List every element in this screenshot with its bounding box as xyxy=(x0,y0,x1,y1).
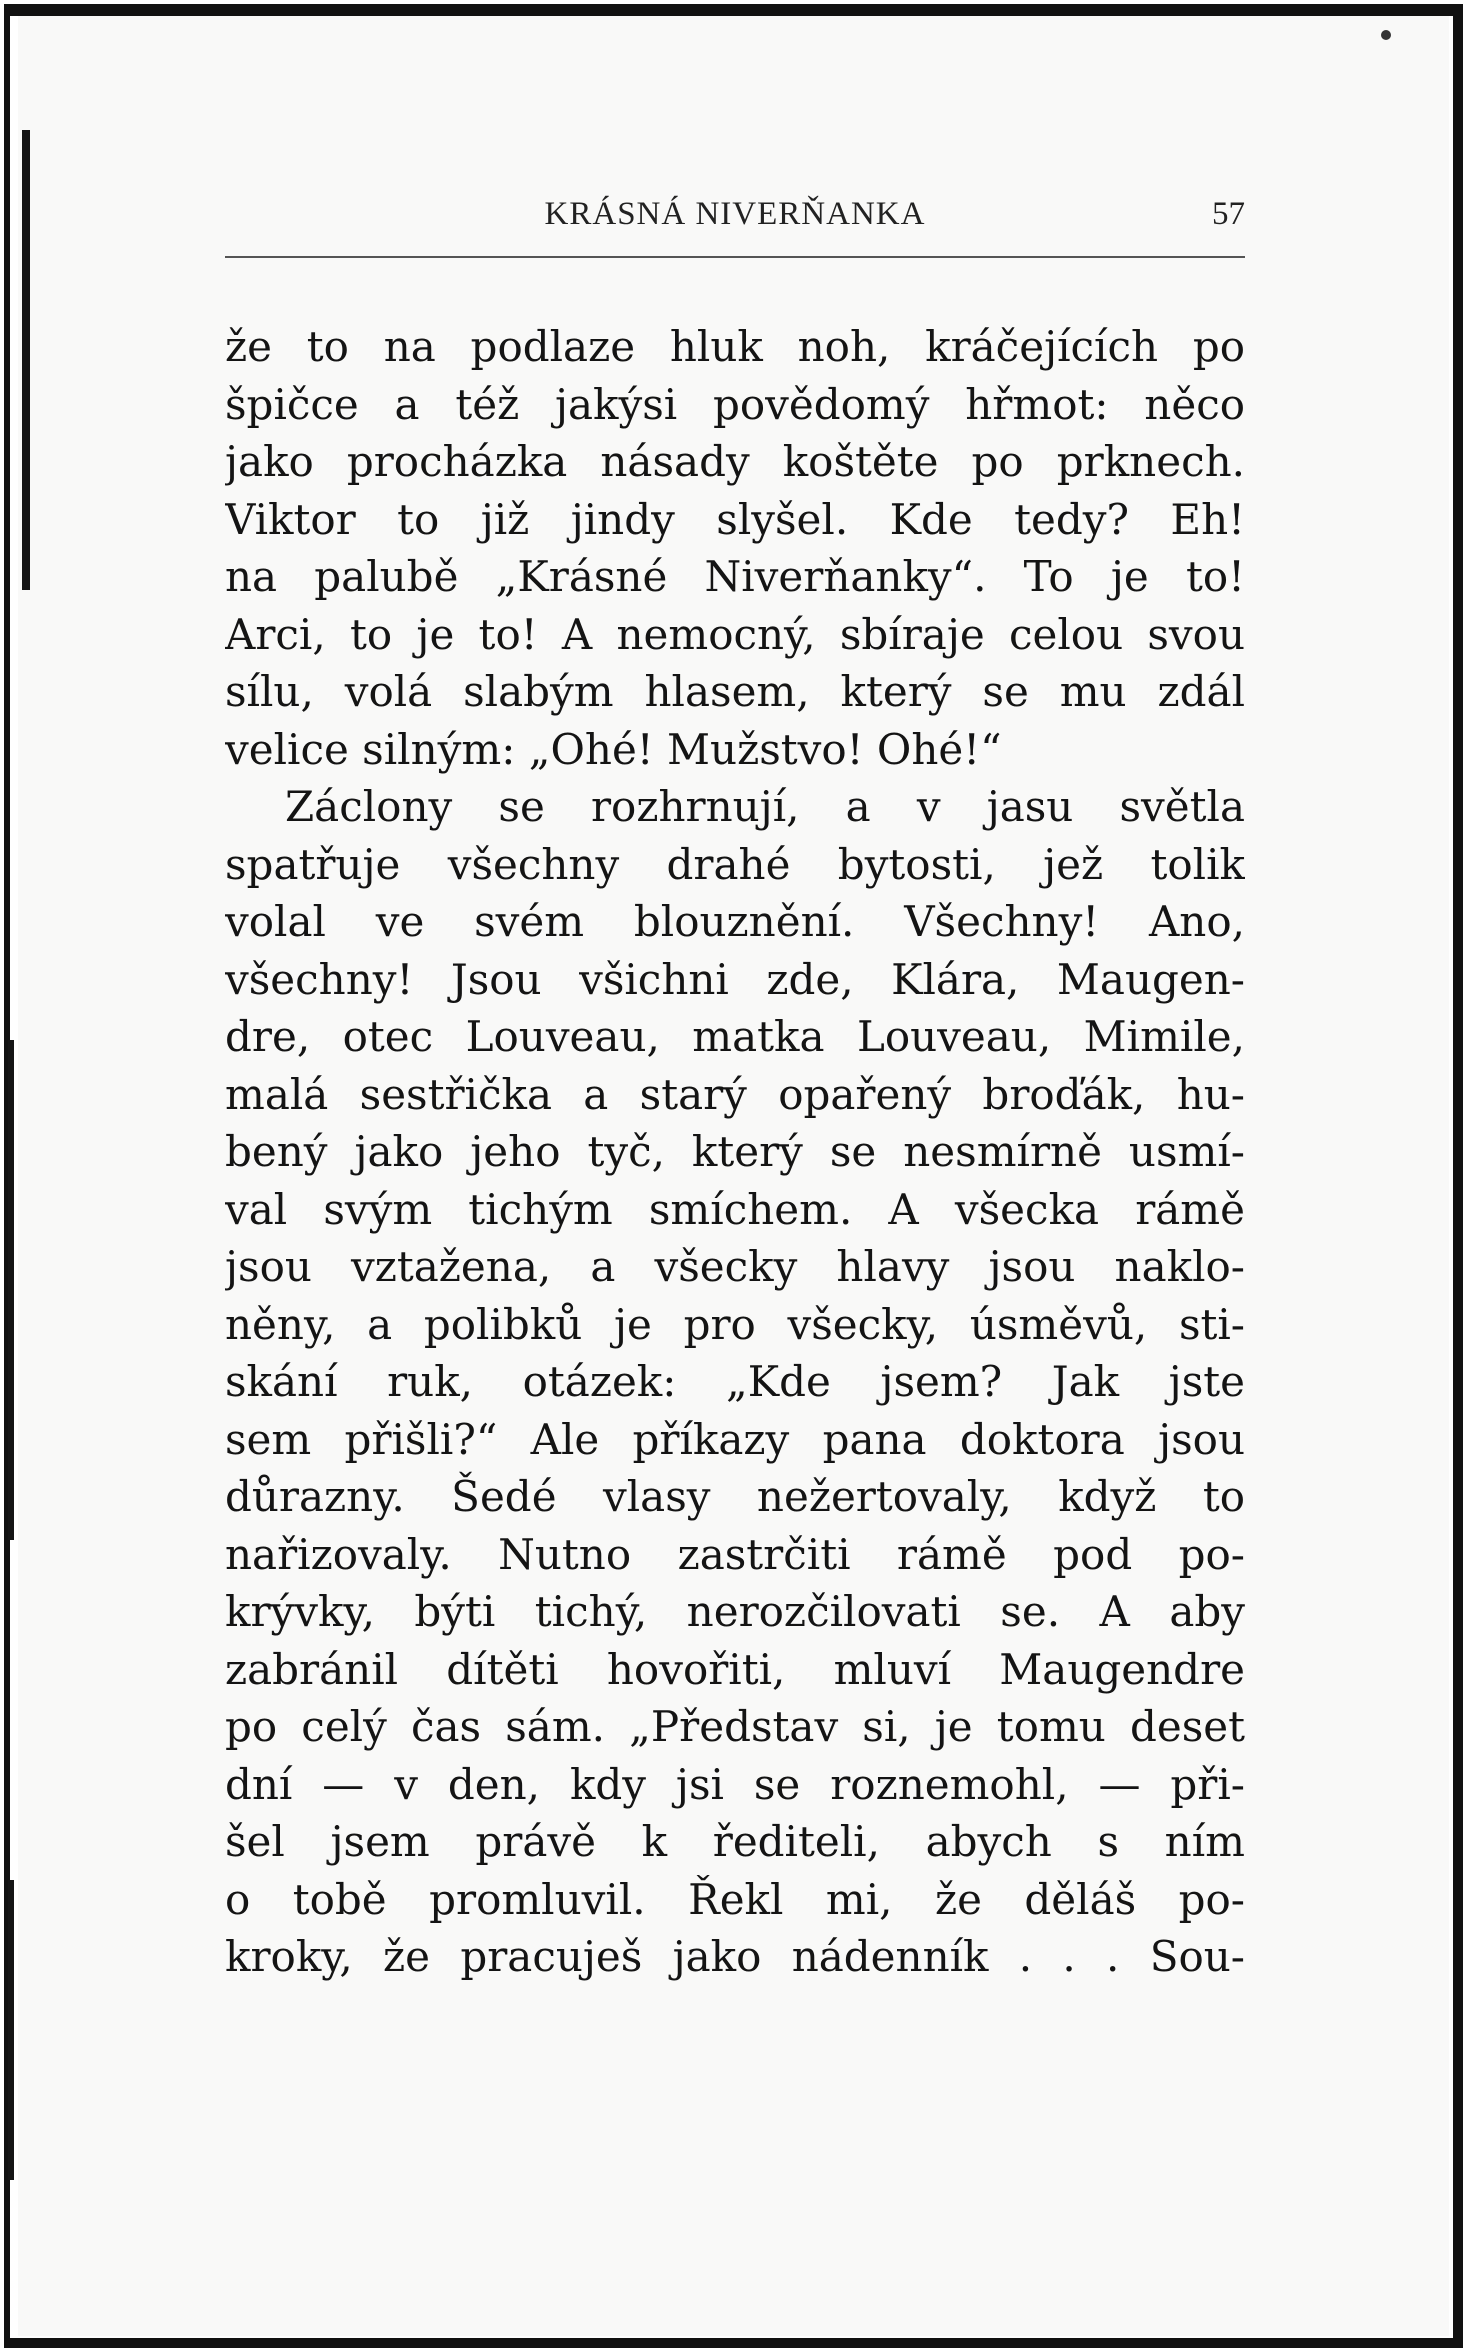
text-line: sílu, volá slabým hlasem, který se mu zdál xyxy=(225,667,1245,716)
text-line: volal ve svém blouznění. Všechny! Ano, xyxy=(225,897,1245,946)
text-line: val svým tichým smíchem. A všecka rámě xyxy=(225,1184,1245,1234)
text-line: jsou vztažena, a všecky hlavy jsou naklo- xyxy=(225,1242,1245,1291)
scan-gutter-line xyxy=(22,130,30,590)
page-header xyxy=(225,196,1245,246)
scan-gutter-line xyxy=(8,1880,14,2180)
text-line: sem přišli?“ Ale příkazy pana doktora jsou xyxy=(225,1414,1245,1464)
text-line: Záclony se rozhrnují, a v jasu světla xyxy=(285,782,1245,831)
text-line: malá sestřička a starý opařený broďák, hu- xyxy=(225,1069,1245,1119)
text-line: všechny! Jsou všichni zde, Klára, Maugen- xyxy=(225,954,1245,1004)
text-line: důrazny. Šedé vlasy nežertovaly, když to xyxy=(225,1472,1245,1521)
text-line: něny, a polibků je pro všecky, úsměvů, sti- xyxy=(225,1299,1245,1349)
running-title: KRÁSNÁ NIVERŇANKA xyxy=(544,196,926,232)
text-line: po celý čas sám. „Představ si, je tomu deset xyxy=(225,1702,1245,1751)
page-number: 57 xyxy=(1212,196,1245,232)
text-line: špičce a též jakýsi povědomý hřmot: něco xyxy=(225,379,1245,429)
text-line: že to na podlaze hluk noh, kráčejících po xyxy=(225,322,1245,371)
header-rule xyxy=(225,256,1245,258)
body-text xyxy=(225,318,1245,1986)
text-line: dre, otec Louveau, matka Louveau, Mimile, xyxy=(225,1012,1245,1061)
scan-gutter-line xyxy=(8,1040,14,1540)
text-line: zabránil dítěti hovořiti, mluví Maugendre xyxy=(225,1644,1245,1694)
text-line: šel jsem právě k řediteli, abych s ním xyxy=(225,1817,1245,1866)
text-line: o tobě promluvil. Řekl mi, že děláš po- xyxy=(225,1874,1245,1924)
text-line: bený jako jeho tyč, který se nesmírně usmí- xyxy=(225,1127,1245,1176)
text-line: Viktor to již jindy slyšel. Kde tedy? Eh! xyxy=(225,494,1245,544)
text-line: jako procházka násady koštěte po prknech. xyxy=(225,437,1245,486)
text-line: spatřuje všechny drahé bytosti, jež tolik xyxy=(225,839,1245,889)
text-line: skání ruk, otázek: „Kde jsem? Jak jste xyxy=(225,1357,1245,1406)
scan-speck xyxy=(1381,30,1391,40)
text-line: Arci, to je to! A nemocný, sbíraje celou svou xyxy=(225,609,1245,659)
text-line: na palubě „Krásné Niverňanky“. To je to! xyxy=(225,552,1245,601)
text-line: velice silným: „Ohé! Mužstvo! Ohé!“ xyxy=(225,724,1002,774)
text-line: kroky, že pracuješ jako nádenník . . . Sou- xyxy=(225,1932,1245,1981)
text-line: krývky, býti tichý, nerozčilovati se. A aby xyxy=(225,1587,1245,1636)
text-line: dní — v den, kdy jsi se roznemohl, — při- xyxy=(225,1759,1245,1809)
text-line: nařizovaly. Nutno zastrčiti rámě pod po- xyxy=(225,1529,1245,1579)
